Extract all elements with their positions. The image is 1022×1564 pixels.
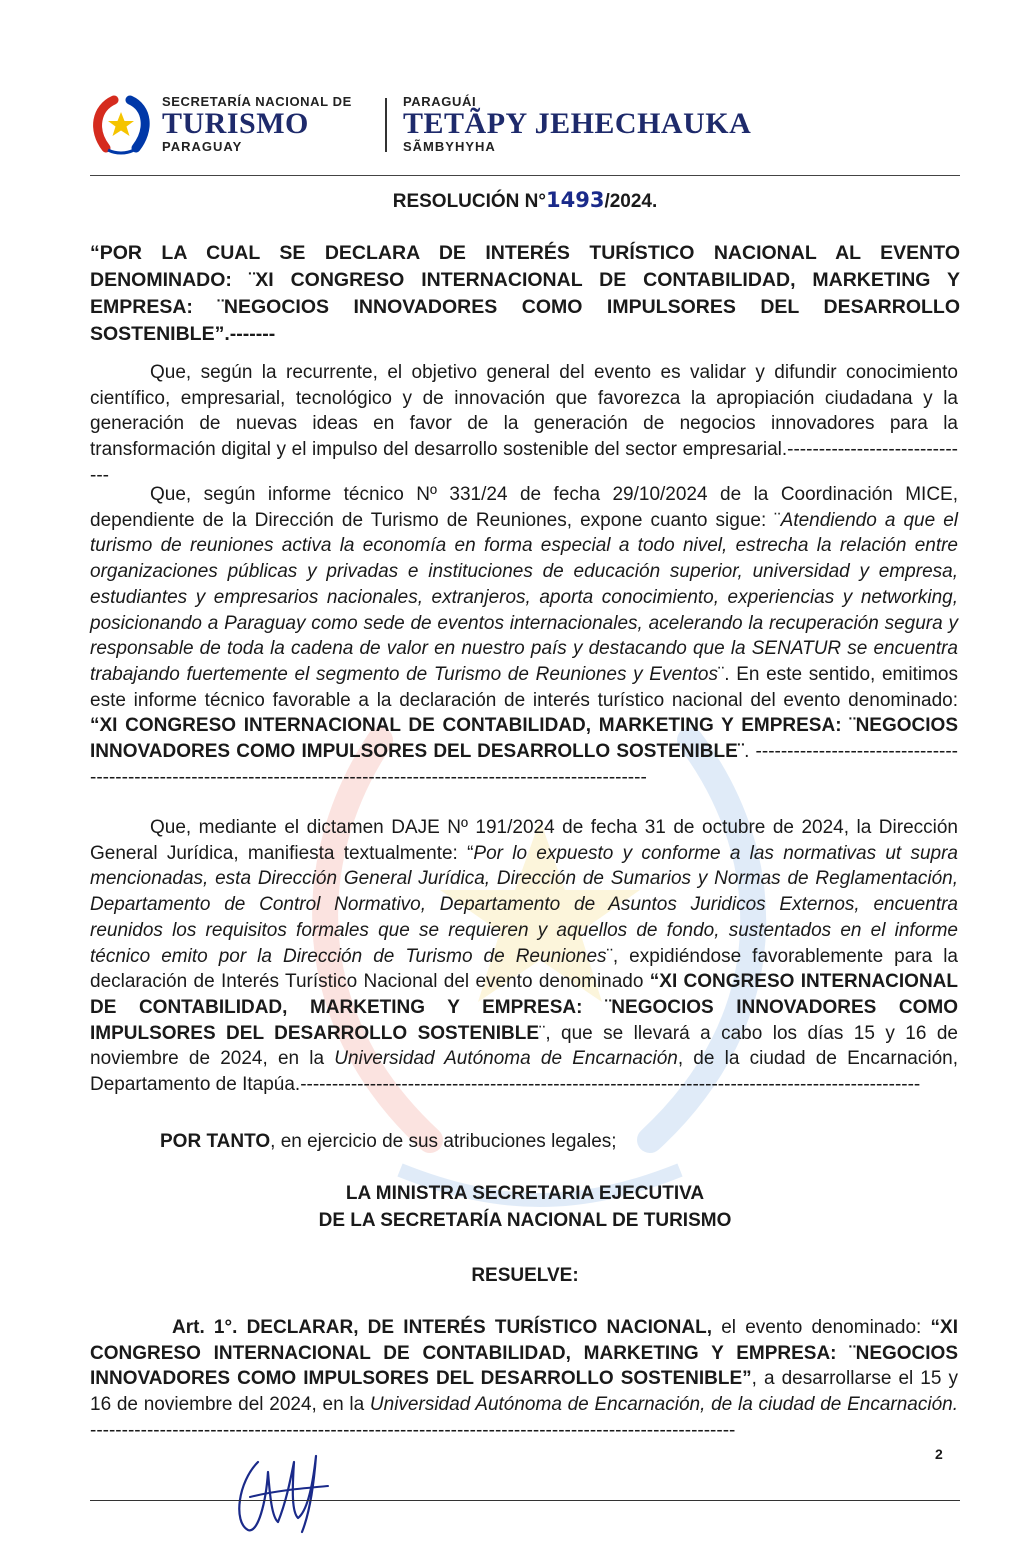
paragraph-2-quote: Atendiendo a que el turismo de reuniones activa la economía en forma especial a todo nivel, estrecha la relación entre organizaciones públicas y privadas e instituciones de educación superior, universidad y empresa, estudiantes y empresarios nacionales, extranjeros, aporta conocimiento, experiencias y networking, posicionando a Paraguay como sede de eventos internacionales, acelerando la recuperación segura y responsable de toda la cadena de valor en nuestro país y destacando que la SENATUR se encuentra trabajando fuertemente el segmento de Turismo de Reuniones y Eventos [90, 509, 958, 685]
senatur-wordmark [162, 94, 352, 154]
resolution-title [90, 188, 960, 213]
header-divider [385, 98, 387, 152]
paragraph-2 [90, 482, 958, 790]
por-tanto-label: POR TANTO [160, 1131, 271, 1152]
brand1-line3: PARAGUAY [162, 139, 243, 154]
paragraph-3-venue: Universidad Autónoma de Encarnación [334, 1048, 678, 1070]
resuelve-heading: RESUELVE: [471, 1265, 579, 1286]
resolution-heading: “POR LA CUAL SE DECLARA DE INTERÉS TURÍSTICO NACIONAL AL EVENTO DENOMINADO: ¨XI CONGRESO INTERNACIONAL DE CONTABILIDAD, MARKETING Y EMPRESA: ¨NEGOCIOS INNOVADORES COMO IMPULSORES DEL DESARROLLO SOSTENIBLE”.------- [90, 242, 960, 345]
paragraph-3-part1: Que, mediante el dictamen DAJE Nº 191/2024 de fecha 31 de octubre de 2024, la Dirección General Jurídica, manifiesta textualmente: “ [90, 817, 958, 864]
resolution-number-handwritten: 1493 [546, 188, 605, 212]
brand2-line2: TETÃPY JEHECHAUKA [403, 107, 752, 140]
header-rule [90, 175, 960, 176]
paragraph-2-part5: . ------------------------------------------------------------------------------------------------------------------------ [90, 741, 959, 788]
paragraph-por-tanto [160, 1129, 958, 1155]
article-1 [90, 1315, 958, 1444]
paragraph-2-part3: ¨. En este sentido, emitimos este informe técnico favorable a la declaración de interés turístico nacional del evento denominado: [90, 663, 958, 711]
paragraph-3-event-name: “XI CONGRESO INTERNACIONAL DE CONTABILIDAD, MARKETING Y EMPRESA: ¨NEGOCIOS INNOVADORES COMO IMPULSORES DEL DESARROLLO SOSTENIBLE [90, 971, 958, 1044]
paragraph-2-event-name: “XI CONGRESO INTERNACIONAL DE CONTABILIDAD, MARKETING Y EMPRESA: ¨NEGOCIOS INNOVADORES COMO IMPULSORES DEL DESARROLLO SOSTENIBLE¨ [90, 715, 958, 763]
brand2-line3: SÃMBYHYHA [403, 139, 496, 154]
brand1-line2: TURISMO [162, 107, 309, 140]
por-tanto-text: , en ejercicio de sus atribuciones legales; [270, 1131, 617, 1152]
article-1-event-name: “XI CONGRESO INTERNACIONAL DE CONTABILIDAD, MARKETING Y EMPRESA: ¨NEGOCIOS INNOVADORES COMO IMPULSORES DEL DESARROLLO SOSTENIBLE” [90, 1317, 958, 1390]
brand1-line1: SECRETARÍA NACIONAL DE [162, 94, 352, 109]
handwritten-signature [228, 1442, 338, 1537]
article-1-part1: el evento denominado: [712, 1317, 931, 1338]
letterhead [90, 92, 960, 162]
footer-rule [90, 1500, 960, 1501]
resolution-suffix: /2024. [604, 191, 658, 212]
paragraph-2-part1: Que, según informe técnico Nº 331/24 de fecha 29/10/2024 de la Coordinación MICE, dependiente de la Dirección de Turismo de Reuniones, expone cuanto sigue: ¨ [90, 484, 958, 531]
paragraph-1 [90, 360, 958, 489]
paragraph-1-text: Que, según la recurrente, el objetivo general del evento es validar y difundir conocimiento científico, empresarial, tecnológico y de innovación que favorezca la apropiación ciudadana y la generación de nuevas ideas en favor de la generación de negocios innovadores para la transformación digital y el impulso del desarrollo sostenible del sector empresarial.------------------------------ [90, 362, 958, 486]
article-1-label: Art. 1°. DECLARAR, DE INTERÉS TURÍSTICO NACIONAL, [172, 1317, 712, 1338]
brand2-line1: PARAGUÁI [403, 94, 477, 109]
authority-line2: DE LA SECRETARÍA NACIONAL DE TURISMO [318, 1210, 732, 1231]
article-1-venue: Universidad Autónoma de Encarnación, de la ciudad de Encarnación. [369, 1394, 958, 1416]
paragraph-3-part7: , de la ciudad de Encarnación, Departamento de Itapúa.-------------------------------------------------------------------------------------------------- [90, 1048, 958, 1096]
authority-block [90, 1180, 960, 1234]
page-number: 2 [935, 1446, 943, 1462]
resolution-prefix: RESOLUCIÓN N° [392, 191, 546, 212]
senatur-emblem-icon [90, 94, 152, 156]
paragraph-3-part5: ¨, que se llevará a cabo los días 15 y 16 de noviembre de 2024, en la [90, 1022, 958, 1070]
paragraph-3 [90, 815, 958, 1098]
paragraph-3-part3: ¨, expidiéndose favorablemente para la declaración de Interés Turístico Nacional del evento denominado [90, 945, 958, 993]
authority-line1: LA MINISTRA SECRETARIA EJECUTIVA [345, 1183, 705, 1204]
guarani-wordmark [403, 94, 751, 154]
article-1-part5: ------------------------------------------------------------------------------------------------------ [90, 1419, 736, 1441]
article-1-part3: , a desarrollarse el 15 y 16 de noviembre del 2024, en la [90, 1368, 958, 1416]
paragraph-3-quote: Por lo expuesto y conforme a las normativas ut supra mencionadas, esta Dirección General Jurídica, Dirección de Sumarios y Normas de Reglamentación, Departamento de Control Normativo, Departamento de Asuntos Juridicos Externos, encuentra reunidos los requisitos formales que se requieren y aquellos de fondo, sustentados en el informe técnico emito por la Dirección de Turismo de Reuniones [90, 842, 958, 967]
